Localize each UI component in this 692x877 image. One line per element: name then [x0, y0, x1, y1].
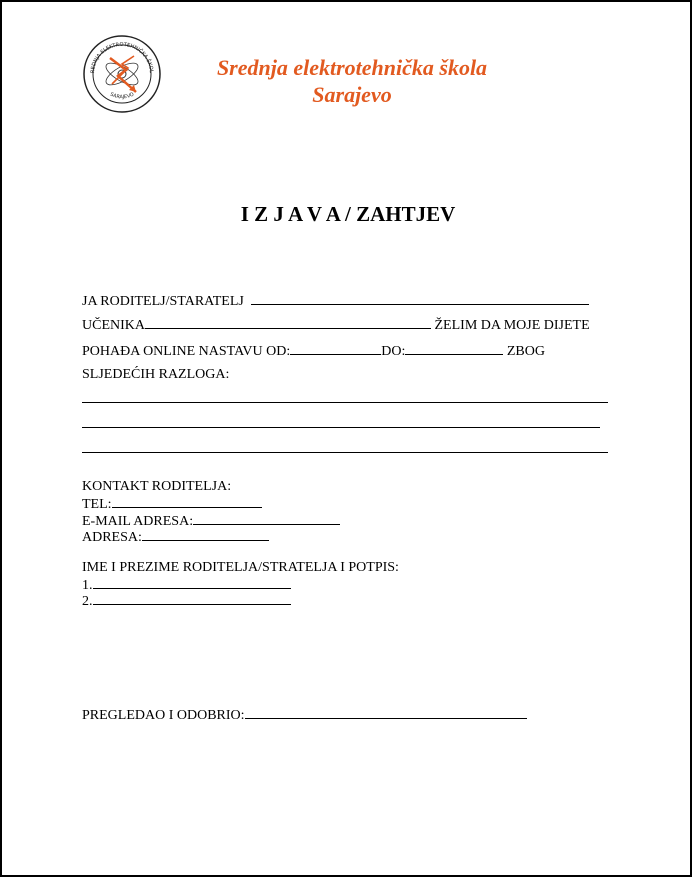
because-label: ZBOG	[506, 344, 545, 359]
approved-line	[82, 706, 527, 724]
svg-text:SARAJEVO	[109, 92, 135, 101]
school-logo	[82, 34, 162, 114]
approved-label: PREGLEDAO I ODOBRIO:	[82, 708, 245, 723]
reasons-label: SLJEDEĆIH RAZLOGA:	[82, 367, 230, 382]
reason-line-1[interactable]	[82, 402, 608, 403]
tel-line	[82, 495, 262, 513]
school-name-line2: Sarajevo	[312, 82, 392, 107]
logo-text-bottom: SARAJEVO	[108, 91, 136, 101]
student-name-field[interactable]	[145, 316, 431, 329]
document-title: I Z J A V A / ZAHTJEV	[240, 202, 456, 226]
date-to-field[interactable]	[405, 342, 503, 355]
reason-line-2[interactable]	[82, 427, 600, 428]
email-label: E-MAIL ADRESA:	[82, 514, 194, 529]
parent-name-field[interactable]	[251, 292, 589, 305]
parent-line	[82, 292, 589, 310]
reason-line-3[interactable]	[82, 452, 608, 453]
signature-1-label: 1.	[82, 578, 93, 593]
tel-label: TEL:	[82, 497, 112, 512]
signature-1-field[interactable]	[93, 576, 291, 589]
address-line	[82, 528, 269, 546]
date-from-field[interactable]	[290, 342, 381, 355]
signature-line-2	[82, 592, 291, 610]
school-name-line1: Srednja elektrotehnička škola	[216, 55, 488, 80]
to-label: DO:	[381, 344, 406, 359]
student-line	[82, 316, 590, 334]
attends-line	[82, 342, 545, 360]
approved-field[interactable]	[245, 706, 527, 719]
email-field[interactable]	[193, 512, 340, 525]
signature-2-label: 2.	[82, 594, 93, 609]
signature-2-field[interactable]	[93, 592, 291, 605]
svg-text:SREDNJA ELEKTROTEHNIČKA ŠKOLA	[82, 34, 154, 74]
contact-heading: KONTAKT RODITELJA:	[82, 479, 232, 494]
parent-label: JA RODITELJ/STARATELJ	[82, 294, 244, 309]
logo-text-top: REDNJA ELEKTROTEHNIČKA ŠKOL	[89, 41, 155, 74]
address-label: ADRESA:	[82, 530, 142, 545]
signature-heading: IME I PREZIME RODITELJA/STRATELJA I POTPIS:	[82, 560, 399, 575]
student-label: UČENIKA	[82, 318, 145, 333]
attends-label: POHAĐA ONLINE NASTAVU OD:	[82, 344, 291, 359]
wish-label: ŽELIM DA MOJE DIJETE	[434, 318, 590, 333]
school-name	[202, 54, 502, 108]
address-field[interactable]	[142, 528, 269, 541]
tel-field[interactable]	[112, 495, 262, 508]
